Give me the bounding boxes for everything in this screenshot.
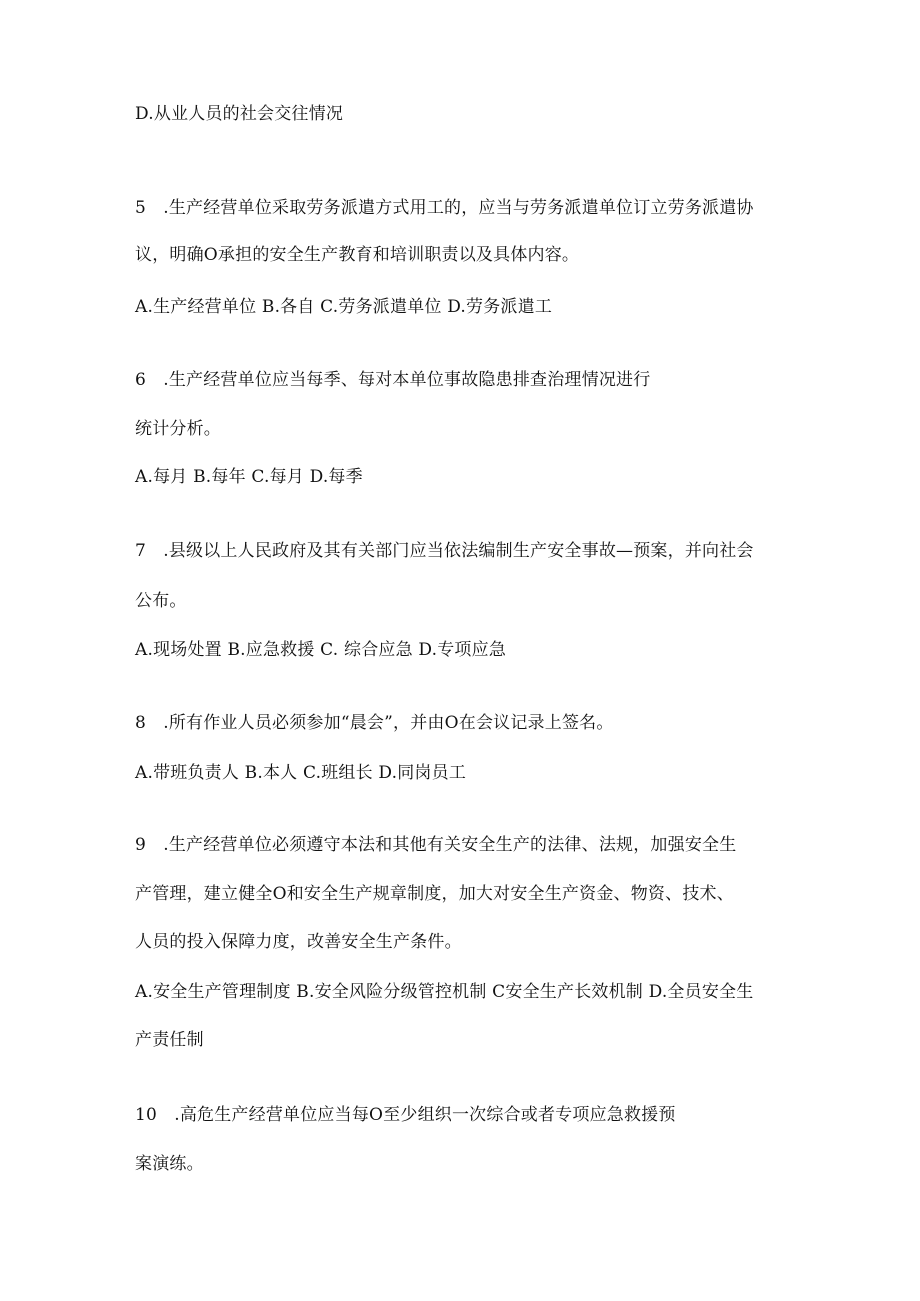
question-9-line-2: 产管理，建立健全O和安全生产规章制度，加大对安全生产资金、物资、技术、 <box>135 884 734 904</box>
question-10-line-1: 10 .高危生产经营单位应当每O至少组织一次综合或者专项应急救援预 <box>135 1105 676 1125</box>
question-6-options: A.每月 B.每年 C.每月 D.每季 <box>135 467 363 487</box>
question-9-line-1: 9 .生产经营单位必须遵守本法和其他有关安全生产的法律、法规，加强安全生 <box>135 835 737 855</box>
question-7-options: A.现场处置 B.应急救援 C. 综合应急 D.专项应急 <box>135 640 507 660</box>
question-8-options: A.带班负责人 B.本人 C.班组长 D.同岗员工 <box>135 763 467 783</box>
question-9-options-line-2: 产责任制 <box>135 1030 204 1050</box>
option-line-q4-d: D.从业人员的社会交往情况 <box>135 104 344 124</box>
question-5-line-2: 议，明确O承担的安全生产教育和培训职责以及具体内容。 <box>135 245 580 265</box>
question-8-line-1: 8 .所有作业人员必须参加“晨会”，并由O在会议记录上签名。 <box>135 713 614 733</box>
question-7-line-1: 7 .县级以上人民政府及其有关部门应当依法编制生产安全事故—预案，并向社会 <box>135 541 754 561</box>
question-9-options-line-1: A.安全生产管理制度 B.安全风险分级管控机制 C安全生产长效机制 D.全员安全生 <box>135 982 754 1002</box>
question-7-line-2: 公布。 <box>135 591 187 611</box>
question-6-line-2: 统计分析。 <box>135 419 221 439</box>
question-5-options: A.生产经营单位 B.各自 C.劳务派遣单位 D.劳务派遣工 <box>135 297 553 317</box>
question-10-line-2: 案演练。 <box>135 1154 204 1174</box>
question-5-line-1: 5 .生产经营单位采取劳务派遣方式用工的，应当与劳务派遣单位订立劳务派遣协 <box>135 198 754 218</box>
question-9-line-3: 人员的投入保障力度，改善安全生产条件。 <box>135 932 462 952</box>
question-6-line-1: 6 .生产经营单位应当每季、每对本单位事故隐患排查治理情况进行 <box>135 370 651 390</box>
